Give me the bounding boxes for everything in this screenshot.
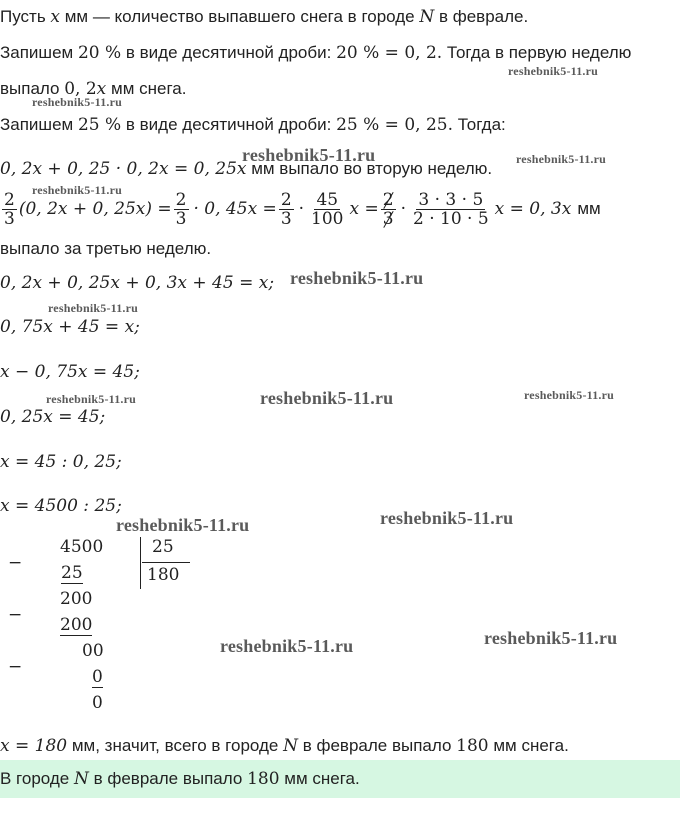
text-line-4: Запишем 25 % в виде десятичной дроби: 25 % = 0, 25. Тогда:: [0, 115, 506, 135]
watermark: reshebnik5-11.ru: [484, 628, 618, 648]
subtrahend-3: 0: [92, 667, 103, 687]
watermark: reshebnik5-11.ru: [260, 388, 394, 408]
watermark: reshebnik5-11.ru: [48, 301, 138, 315]
fraction-2-3: $\frac{2}{3}$: [4, 189, 15, 229]
equation-1: 0, 2x + 0, 25x + 0, 3x + 45 = x;: [0, 273, 275, 293]
subtrahend-1: 25: [61, 563, 83, 583]
minus-sign-2: −: [8, 605, 23, 625]
equation-6: x = 4500 : 25;: [0, 496, 122, 516]
text-line-5: 0, 2x + 0, 25 · 0, 2x = 0, 25x мм выпало во вторую неделю.: [0, 159, 493, 179]
watermark: reshebnik5-11.ru: [508, 64, 598, 78]
equation-2: 0, 75x + 45 = x;: [0, 317, 140, 337]
watermark: reshebnik5-11.ru: [220, 636, 354, 656]
fraction-45-100: $\frac{45}{100}$: [311, 189, 344, 229]
remainder-3: 0: [92, 693, 103, 713]
watermark: reshebnik5-11.ru: [46, 392, 136, 406]
fraction-cancelled-2-3: $\frac{2}{3}$: [382, 189, 394, 229]
fraction-2-3-b: $\frac{2}{3}$: [175, 189, 187, 229]
equation-4: 0, 25x = 45;: [0, 407, 106, 427]
fraction-cancelled-product: $\frac{3 \cdot 3 \cdot 5}{2 \cdot 10 \cdot 5}$: [412, 189, 489, 229]
watermark: reshebnik5-11.ru: [524, 388, 614, 402]
answer-box: В городе N в феврале выпало 180 мм снега.: [0, 760, 680, 798]
remainder-2: 00: [82, 641, 104, 661]
watermark: reshebnik5-11.ru: [516, 152, 606, 166]
fraction-line: $\frac{2}{3}$ (0, 2x + 0, 25x) = $\frac{2}{3}$ · 0, 45x = $\frac{2}{3}$ · $\frac{45}{100}$ x = $\frac{2}{3}$ · $\frac{3 \cdot 3 \cdot 5}{2 \cdot 10 \cdot 5}$ x = 0, 3x мм: [4, 189, 601, 229]
long-division: [0, 533, 260, 713]
equation-5: x = 45 : 0, 25;: [0, 452, 122, 472]
equation-3: x − 0, 75x = 45;: [0, 362, 140, 382]
text-line-3: выпало 0, 2x мм снега.: [0, 79, 187, 99]
watermark: reshebnik5-11.ru: [32, 183, 122, 197]
watermark: reshebnik5-11.ru: [32, 95, 122, 109]
quotient-line: [142, 562, 190, 563]
quotient: 180: [147, 565, 180, 585]
watermark: reshebnik5-11.ru: [380, 508, 514, 528]
watermark: reshebnik5-11.ru: [290, 268, 424, 288]
minus-sign-1: −: [8, 553, 23, 573]
subtrahend-2: 200: [60, 615, 93, 635]
remainder-1: 200: [60, 589, 93, 609]
divisor: 25: [152, 537, 174, 557]
watermark: reshebnik5-11.ru: [116, 515, 250, 535]
minus-sign-3: −: [8, 657, 23, 677]
division-bar: [140, 537, 142, 589]
text-line-conclusion: x = 180 мм, значит, всего в городе N в феврале выпало 180 мм снега.: [0, 736, 569, 756]
fraction-2-3-c: $\frac{2}{3}$: [280, 189, 292, 229]
text-line-1: Пусть x мм — количество выпавшего снега в городе N в феврале.: [0, 7, 529, 27]
text-line-2: Запишем 20 % в виде десятичной дроби: 20 % = 0, 2. Тогда в первую неделю: [0, 43, 632, 63]
dividend: 4500: [60, 537, 104, 557]
watermark: reshebnik5-11.ru: [242, 145, 376, 165]
text-line-7: выпало за третью неделю.: [0, 239, 212, 258]
